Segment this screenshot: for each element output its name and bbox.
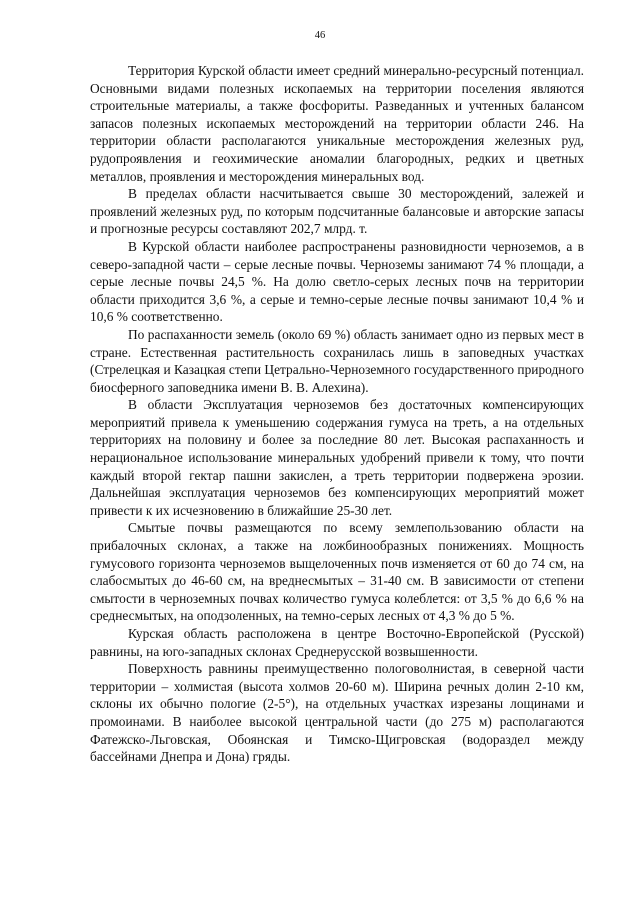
paragraph-relief: Поверхность равнины преимущественно пологоволнистая, в северной части территории – холмистая (высота холмов 20-60 м). Ширина речных долин 2-10 км, склоны их обычно пологие (2-5°), на отдельных участках изрезаны лощинами и промоинами. В наиболее высокой центральной части (до 275 м) располагаются Фатежско-Льговская, Обоянская и Тимско-Щигровская (водораздел между бассейнами Днепра и Дона) гряды. [90,661,584,765]
page-number: 46 [314,30,326,41]
paragraph-iron-ore-deposits: В пределах области насчитывается свыше 30 месторождений, залежей и проявлений железных руд, по которым подсчитанные балансовые и авторские запасы и прогнозные ресурсы составляют 202,7 млрд. т. [90,186,584,237]
paragraph-soil-types: В Курской области наиболее распространены разновидности черноземов, а в северо-западной части – серые лесные почвы. Черноземы занимают 74 % площади, а серые лесные почвы 24,5 %. На долю светло-серых лесных почв на территории области приходится 3,6 %, а серые и темно-серые лесные почвы занимают 10,4 % и 10,6 % соответственно. [90,238,584,325]
document-body [90,62,584,766]
paragraph-chernozem-exploitation: В области Эксплуатация черноземов без достаточных компенсирующих мероприятий привела к уменьшению содержания гумуса на треть, а на отдельных территориях на половину и более за последние 80 лет. Высокая распаханность и нерациональное использование минеральных удобрений привели к тому, что почти каждый второй гектар пашни закислен, а треть территории подвержена эрозии. Дальнейшая эксплуатация черноземов без компенсирующих мероприятий может привести к их исчезновению в ближайшие 25-30 лет. [90,397,584,518]
paragraph-geographic-location: Курская область расположена в центре Восточно-Европейской (Русской) равнины, на юго-западных склонах Среднерусской возвышенности. [90,626,584,659]
paragraph-land-plowing: По распаханности земель (около 69 %) область занимает одно из первых мест в стране. Естественная растительность сохранилась лишь в заповедных участках (Стрелецкая и Казацкая степи Цетрально-Черноземного государственного природного биосферного заповедника имени В. В. Алехина). [90,326,584,395]
paragraph-eroded-soils: Смытые почвы размещаются по всему землепользованию области на прибалочных склонах, а также на ложбинообразных понижениях. Мощность гумусового горизонта черноземов выщелоченных почв изменяется от 60 до 74 см, на слабосмытых до 46-60 см, на вреднесмытых – 31-40 см. В зависимости от степени смытости в черноземных почвах количество гумуса колеблется: от 3,5 % до 6,6 % на среднесмытых, на оподзоленных, на темно-серых лесных от 4,3 % до 5 %. [90,520,584,624]
paragraph-mineral-resources: Территория Курской области имеет средний минерально-ресурсный потенциал. Основными видами полезных ископаемых на территории поселения являются строительные материалы, а также фосфориты. Разведанных и учтенных балансом запасов полезных ископаемых месторождений на территории области 246. На территории области располагаются уникальные месторождения железных руд, рудопроявления и геохимические аномалии благородных, редких и цветных металлов, проявления и месторождения минеральных вод. [90,63,584,184]
